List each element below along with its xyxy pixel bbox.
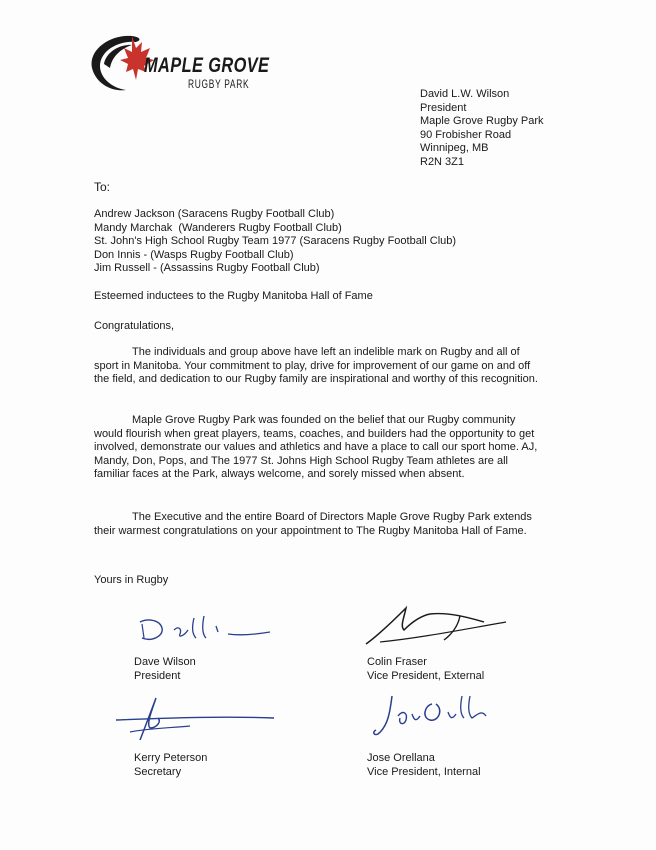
recipient-item: Mandy Marchak (Wanderers Rugby Football Club): [94, 221, 342, 234]
recipient-list: [94, 208, 456, 276]
signatory-name: Jose Orellana: [367, 752, 435, 764]
greeting: Congratulations,: [94, 320, 175, 332]
signature-jose-orellana: [370, 690, 500, 748]
sender-name: David L.W. Wilson: [420, 88, 510, 100]
signatory-name: Kerry Peterson: [134, 752, 208, 764]
signatory-title: President: [134, 669, 181, 682]
sender-street: 90 Frobisher Road: [420, 128, 512, 141]
signatory-name: Colin Fraser: [367, 656, 427, 668]
body-paragraph-text: Maple Grove Rugby Park was founded on the belief that our Rugby community would flourish when great players, teams, coaches, and builders had the opportunity to get involved, demonstrate our values and athletics and have a place to call our sport home. AJ, Mandy, Don, Pops, and The 1977 St. Johns High School Rugby Team athletes are all familiar faces at the Park, always welcome, and sorely missed when absent.: [94, 414, 538, 481]
body-paragraph-text: The Executive and the entire Board of Directors Maple Grove Rugby Park extends their warmest congratulations on your appointment to The Rugby Manitoba Hall of Fame.: [94, 511, 532, 537]
recipient-item: Andrew Jackson (Saracens Rugby Football Club): [94, 208, 335, 220]
logo-subtitle: RUGBY PARK: [188, 77, 250, 91]
sender-title: President: [420, 101, 467, 114]
body-paragraph: [94, 346, 540, 387]
signatory-kerry-peterson: [134, 752, 207, 779]
recipient-item: Don Innis - (Wasps Rugby Football Club): [94, 248, 294, 261]
closing-line: Yours in Rugby: [94, 574, 169, 586]
sender-address: [420, 88, 544, 170]
signatory-title: Vice President, External: [367, 669, 485, 682]
recipient-item: St. John's High School Rugby Team 1977 (Saracens Rugby Football Club): [94, 235, 457, 248]
signatory-title: Vice President, Internal: [367, 765, 481, 778]
to-label: To:: [94, 180, 111, 194]
signatory-colin-fraser: [367, 656, 484, 683]
intro-line: Esteemed inductees to the Rugby Manitoba Hall of Fame: [94, 290, 373, 302]
signatory-title: Secretary: [134, 765, 182, 778]
logo-wordmark: MAPLE GROVE: [144, 54, 270, 77]
body-paragraph-text: The individuals and group above have left an indelible mark on Rugby and all of sport in Manitoba. Your commitment to play, drive for improvement of our game on and off the field, and dedication to our Rugby family are inspirational and worthy of this recognition.: [94, 346, 538, 386]
signature-dave-wilson: [134, 612, 274, 654]
signatory-dave-wilson: [134, 656, 196, 683]
sender-postal: R2N 3Z1: [420, 155, 465, 168]
sender-organization: Maple Grove Rugby Park: [420, 115, 544, 128]
maple-grove-logo: [86, 28, 270, 104]
recipient-item: Jim Russell - (Assassins Rugby Football Club): [94, 262, 320, 275]
signatory-jose-orellana: [367, 752, 481, 779]
sender-city: Winnipeg, MB: [420, 142, 489, 155]
body-paragraph: [94, 414, 540, 482]
signatory-name: Dave Wilson: [134, 656, 196, 668]
signature-kerry-peterson: [110, 692, 280, 744]
signature-colin-fraser: [360, 600, 510, 650]
body-paragraph: [94, 511, 540, 538]
